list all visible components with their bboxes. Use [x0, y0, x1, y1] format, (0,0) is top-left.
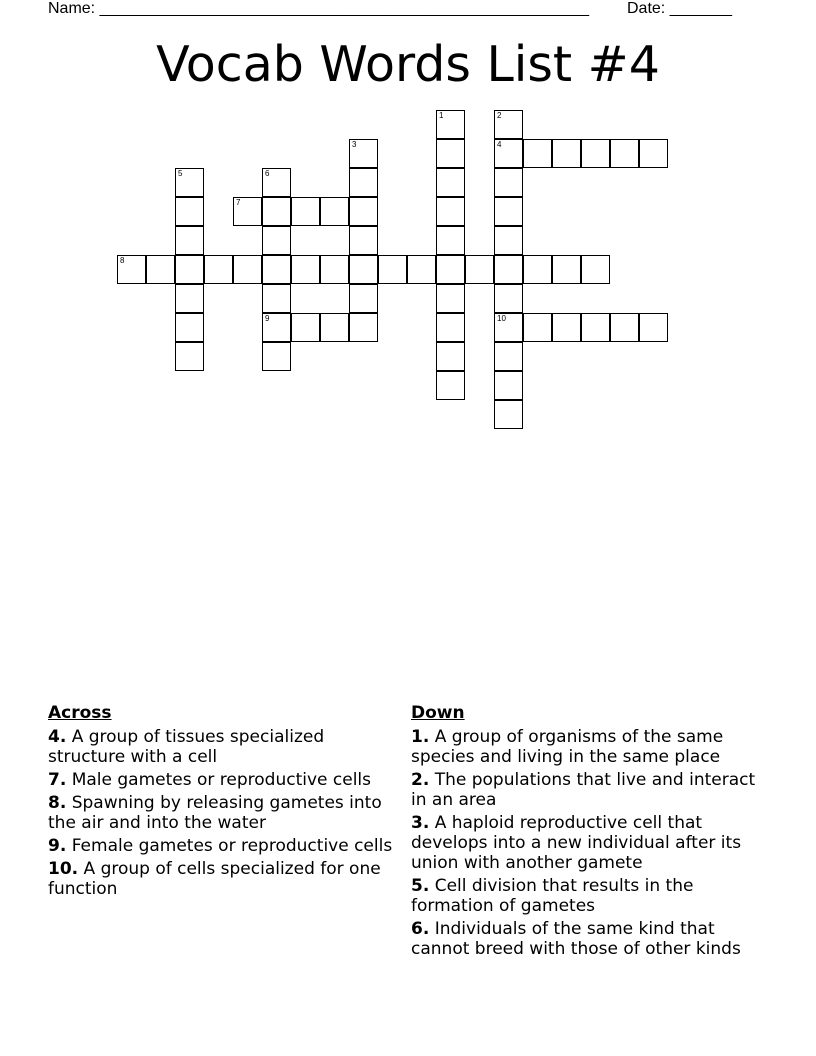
clue-item	[48, 793, 398, 833]
clue-item	[48, 836, 398, 856]
crossword-cell[interactable]	[494, 371, 523, 400]
crossword-cell[interactable]	[494, 342, 523, 371]
crossword-cell[interactable]	[175, 168, 204, 197]
crossword-cell[interactable]	[175, 342, 204, 371]
crossword-cell[interactable]	[610, 139, 639, 168]
crossword-cell[interactable]	[262, 342, 291, 371]
crossword-cell[interactable]	[175, 255, 204, 284]
crossword-cell[interactable]	[436, 313, 465, 342]
crossword-cell[interactable]	[233, 255, 262, 284]
crossword-cell[interactable]	[175, 197, 204, 226]
crossword-cell[interactable]	[291, 313, 320, 342]
clue-number: 4	[497, 140, 502, 149]
crossword-cell[interactable]	[494, 139, 523, 168]
clue-item-number: 9.	[48, 836, 67, 856]
across-clues	[48, 703, 398, 902]
crossword-cell[interactable]	[494, 226, 523, 255]
crossword-cell[interactable]	[494, 284, 523, 313]
crossword-cell[interactable]	[262, 255, 291, 284]
crossword-grid	[0, 0, 816, 440]
clue-item	[411, 813, 776, 873]
clue-item-text: Female gametes or reproductive cells	[71, 836, 393, 856]
crossword-cell[interactable]	[639, 313, 668, 342]
clue-item-number: 4.	[48, 727, 67, 747]
crossword-cell[interactable]	[581, 139, 610, 168]
crossword-cell[interactable]	[175, 226, 204, 255]
crossword-cell[interactable]	[349, 139, 378, 168]
crossword-cell[interactable]	[552, 255, 581, 284]
clue-item-text: Individuals of the same kind that cannot breed with those of other kinds	[411, 919, 741, 959]
crossword-cell[interactable]	[552, 139, 581, 168]
clue-number: 10	[497, 314, 506, 323]
clue-item-text: A haploid reproductive cell that develops into a new individual after its union with another gamete	[411, 813, 742, 873]
crossword-cell[interactable]	[436, 197, 465, 226]
clue-number: 1	[439, 111, 444, 120]
clue-number: 8	[120, 256, 125, 265]
crossword-cell[interactable]	[436, 284, 465, 313]
crossword-cell[interactable]	[494, 255, 523, 284]
crossword-cell[interactable]	[233, 197, 262, 226]
clue-item-number: 5.	[411, 876, 430, 896]
clue-number: 7	[236, 198, 241, 207]
clue-item-text: Male gametes or reproductive cells	[71, 770, 371, 790]
clue-item-text: A group of tissues specialized structure with a cell	[48, 727, 325, 767]
crossword-cell[interactable]	[436, 255, 465, 284]
clue-item-number: 6.	[411, 919, 430, 939]
crossword-cell[interactable]	[262, 197, 291, 226]
across-heading: Across	[48, 703, 112, 723]
crossword-cell[interactable]	[378, 255, 407, 284]
date-field-label: Date: _______	[627, 0, 732, 17]
crossword-cell[interactable]	[175, 313, 204, 342]
crossword-cell[interactable]	[494, 168, 523, 197]
crossword-cell[interactable]	[146, 255, 175, 284]
crossword-cell[interactable]	[262, 168, 291, 197]
crossword-cell[interactable]	[320, 255, 349, 284]
clue-item-text: Spawning by releasing gametes into the air and into the water	[48, 793, 382, 833]
clue-number: 5	[178, 169, 183, 178]
crossword-cell[interactable]	[436, 371, 465, 400]
clue-item	[48, 770, 398, 790]
crossword-cell[interactable]	[436, 342, 465, 371]
clue-number: 6	[265, 169, 270, 178]
crossword-cell[interactable]	[523, 255, 552, 284]
crossword-cell[interactable]	[494, 400, 523, 429]
crossword-cell[interactable]	[465, 255, 494, 284]
crossword-cell[interactable]	[349, 197, 378, 226]
clue-item-text: A group of organisms of the same species and living in the same place	[411, 727, 724, 767]
crossword-cell[interactable]	[581, 313, 610, 342]
crossword-cell[interactable]	[291, 255, 320, 284]
crossword-cell[interactable]	[320, 197, 349, 226]
crossword-cell[interactable]	[639, 139, 668, 168]
crossword-cell[interactable]	[262, 313, 291, 342]
crossword-cell[interactable]	[436, 226, 465, 255]
crossword-cell[interactable]	[262, 284, 291, 313]
crossword-cell[interactable]	[494, 197, 523, 226]
clue-item	[411, 919, 776, 959]
crossword-cell[interactable]	[436, 110, 465, 139]
clue-number: 2	[497, 111, 502, 120]
name-field-label: Name: _______________________________________________________	[48, 0, 589, 17]
clue-item-text: Cell division that results in the formation of gametes	[411, 876, 694, 916]
crossword-cell[interactable]	[552, 313, 581, 342]
clue-item-number: 7.	[48, 770, 67, 790]
crossword-cell[interactable]	[349, 313, 378, 342]
down-heading: Down	[411, 703, 465, 723]
crossword-cell[interactable]	[349, 168, 378, 197]
clue-item-number: 1.	[411, 727, 430, 747]
crossword-cell[interactable]	[204, 255, 233, 284]
crossword-cell[interactable]	[436, 139, 465, 168]
crossword-cell[interactable]	[581, 255, 610, 284]
crossword-cell[interactable]	[117, 255, 146, 284]
clue-number: 9	[265, 314, 270, 323]
crossword-cell[interactable]	[436, 168, 465, 197]
crossword-cell[interactable]	[407, 255, 436, 284]
clue-item-number: 3.	[411, 813, 430, 833]
crossword-cell[interactable]	[291, 197, 320, 226]
clue-item-text: The populations that live and interact in an area	[411, 770, 756, 810]
clue-item-number: 8.	[48, 793, 67, 813]
clue-number: 3	[352, 140, 357, 149]
crossword-cell[interactable]	[494, 110, 523, 139]
crossword-cell[interactable]	[175, 284, 204, 313]
clue-item	[411, 770, 776, 810]
crossword-cell[interactable]	[494, 313, 523, 342]
crossword-cell[interactable]	[262, 226, 291, 255]
page-title: Vocab Words List #4	[156, 36, 660, 93]
crossword-cell[interactable]	[349, 284, 378, 313]
clue-item	[48, 859, 398, 899]
clue-item-number: 2.	[411, 770, 430, 790]
crossword-cell[interactable]	[349, 226, 378, 255]
clue-item	[411, 727, 776, 767]
clue-item	[411, 876, 776, 916]
crossword-cell[interactable]	[320, 313, 349, 342]
crossword-cell[interactable]	[349, 255, 378, 284]
clue-item-number: 10.	[48, 859, 79, 879]
down-clues	[411, 703, 776, 962]
clue-item-text: A group of cells specialized for one function	[48, 859, 381, 899]
crossword-cell[interactable]	[523, 313, 552, 342]
crossword-cell[interactable]	[610, 313, 639, 342]
crossword-cell[interactable]	[523, 139, 552, 168]
clue-item	[48, 727, 398, 767]
